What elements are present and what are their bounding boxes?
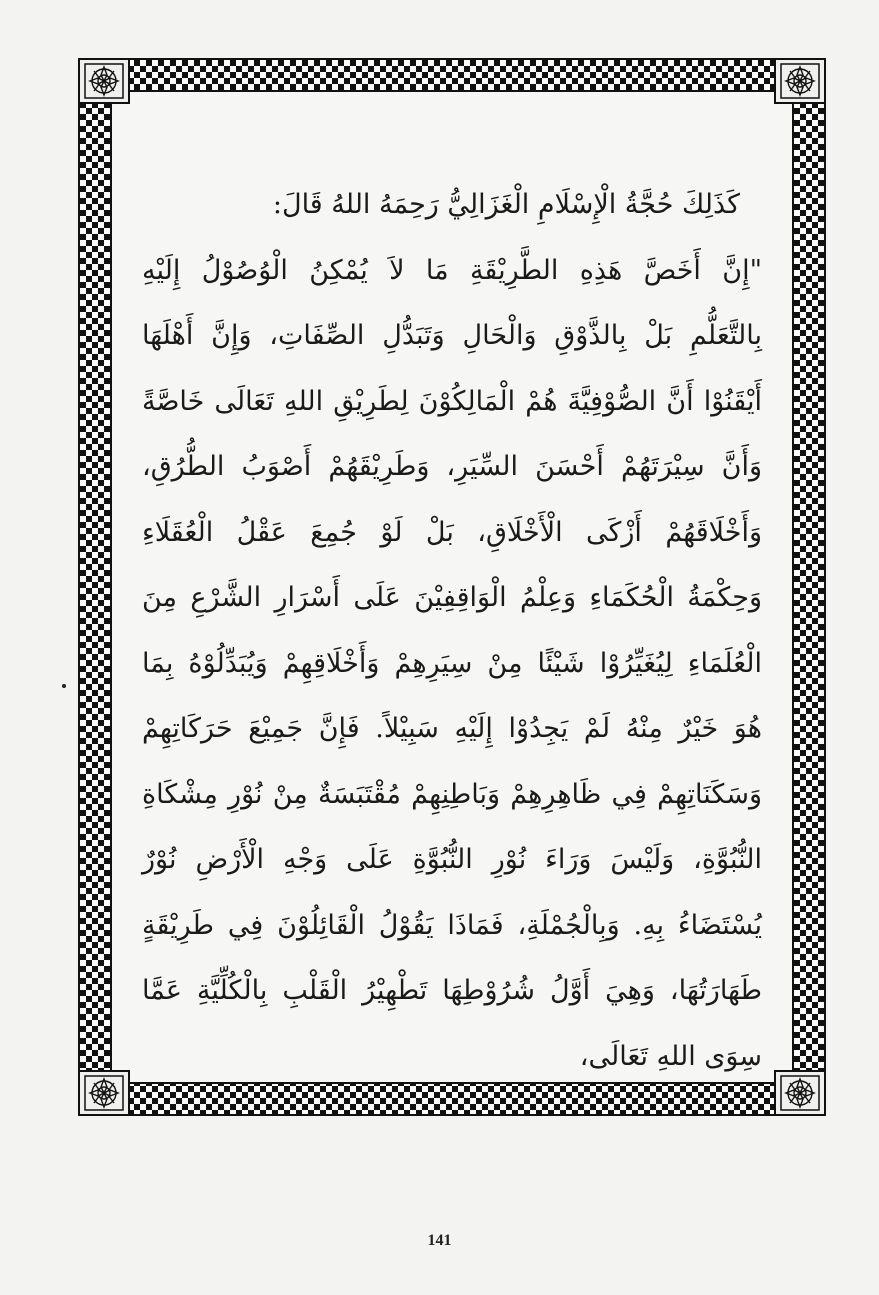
text-line: سِوَى اللهِ تَعَالَى، xyxy=(579,1040,762,1072)
margin-mark xyxy=(62,684,66,688)
text-line: طَهَارَتُهَا، وَهِيَ أَوَّلُ شُرُوْطِهَا تَطْهِيْرُ الْقَلْبِ بِالْكُلِّيَّةِ عَمَّا xyxy=(142,975,762,1006)
corner-ornament-top-right-icon xyxy=(774,58,826,104)
text-line: وَسَكَنَاتِهِمْ فِي ظَاهِرِهِمْ وَبَاطِنِهِمْ مُقْتَبَسَةٌ مِنْ نُوْرِ مِشْكَاةِ xyxy=(142,778,762,810)
text-line: وَحِكْمَةُ الْحُكَمَاءِ وَعِلْمُ الْوَاقِفِيْنَ عَلَى أَسْرَارِ الشَّرْعِ مِنَ xyxy=(142,582,762,613)
corner-ornament-bottom-right-icon xyxy=(774,1070,826,1116)
text-line: "إِنَّ أَخَصَّ هَذِهِ الطَّرِيْقَةِ مَا لاَ يُمْكِنُ الْوُصُوْلُ إِلَيْهِ xyxy=(142,254,762,286)
text-line: بِالتَّعَلُّمِ بَلْ بِالذَّوْقِ وَالْحَالِ وَتَبَدُّلِ الصِّفَاتِ، وَإِنَّ أَهْلَهَا xyxy=(142,320,762,351)
text-line: يُسْتَضَاءُ بِهِ. وَبِالْجُمْلَةِ، فَمَاذَا يَقُوْلُ الْقَائِلُوْنَ فِي طَرِيْقَةٍ xyxy=(142,909,762,941)
text-line: وَأَخْلَاقَهُمْ أَزْكَى الْأَخْلَاقِ، بَلْ لَوْ جُمِعَ عَقْلُ الْعُقَلَاءِ xyxy=(142,516,762,548)
text-line: هُوَ خَيْرٌ مِنْهُ لَمْ يَجِدُوْا إِلَيْهِ سَبِيْلاً. فَإِنَّ جَمِيْعَ حَرَكَاتِهِمْ xyxy=(142,713,762,744)
corner-ornament-top-left-icon xyxy=(78,58,130,104)
text-line: أَيْقَنُوْا أَنَّ الصُّوْفِيَّةَ هُمْ الْمَالِكُوْنَ لِطَرِيْقِ اللهِ تَعَالَى خَاصَّةً xyxy=(142,385,762,417)
corner-ornament-bottom-left-icon xyxy=(78,1070,130,1116)
arabic-text-body xyxy=(142,172,762,1089)
text-line: الْعُلَمَاءِ لِيُغَيِّرُوْا شَيْئًا مِنْ سِيَرِهِمْ وَأَخْلَاقِهِمْ وَيُبَدِّلُوْهُ بِمَا xyxy=(142,647,762,679)
text-line: النُّبُوَّةِ، وَلَيْسَ وَرَاءَ نُوْرِ النُّبُوَّةِ عَلَى وَجْهِ الْأَرْضِ نُوْرٌ xyxy=(142,844,762,875)
text-line: كَذَلِكَ حُجَّةُ الْإِسْلَامِ الْغَزَالِيُّ رَحِمَهُ اللهُ قَالَ: xyxy=(272,189,740,220)
page-number: 141 xyxy=(427,1232,452,1249)
text-line: وَأَنَّ سِيْرَتَهُمْ أَحْسَنَ السِّيَرِ، وَطَرِيْقَهُمْ أَصْوَبُ الطُّرُقِ، xyxy=(142,451,762,482)
